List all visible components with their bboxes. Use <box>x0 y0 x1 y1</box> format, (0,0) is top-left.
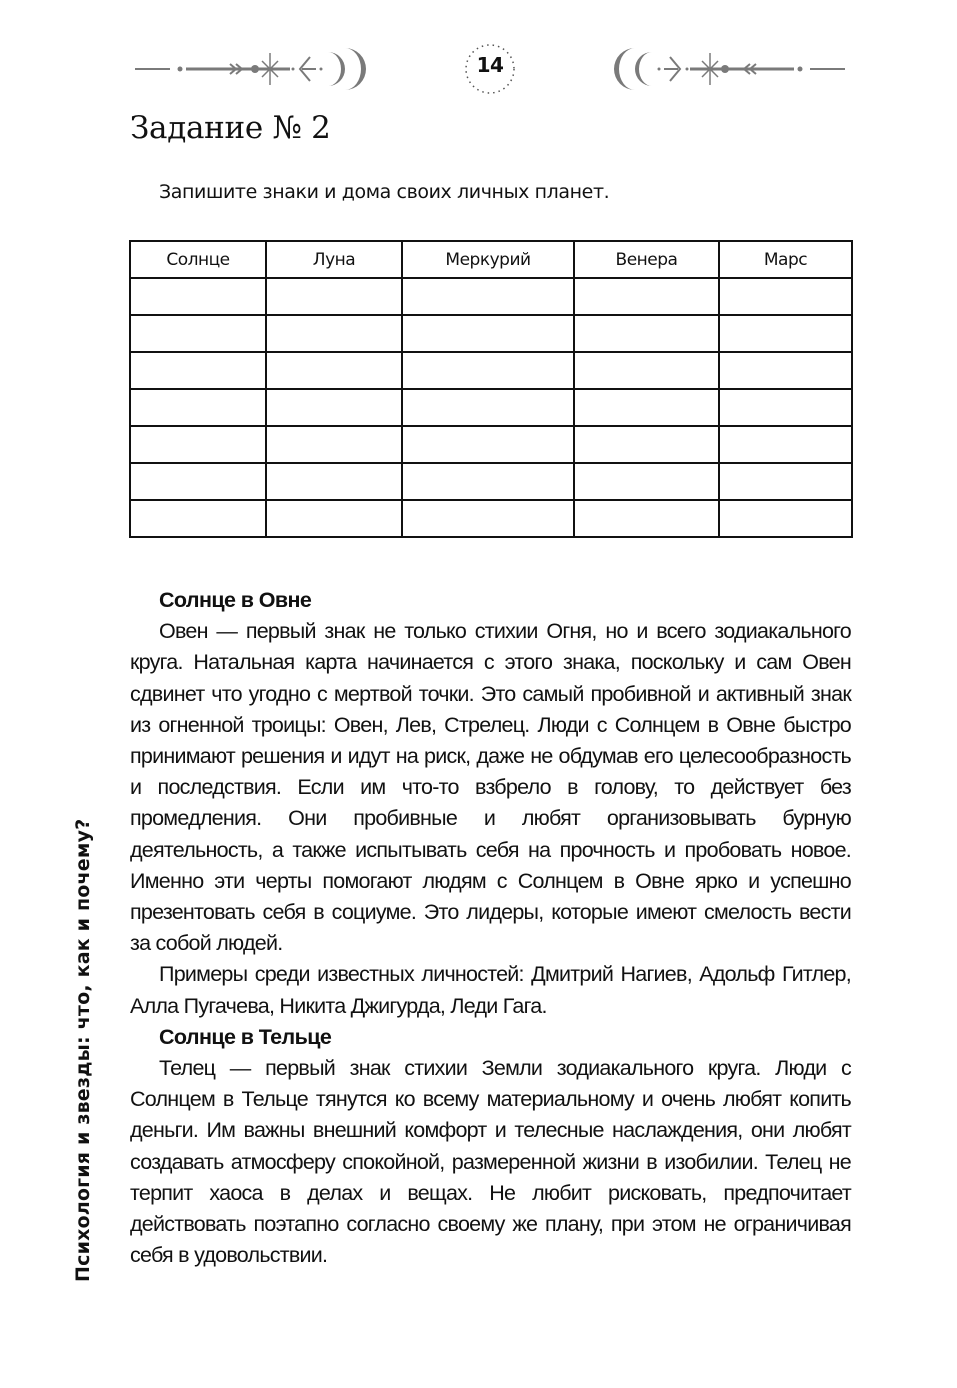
table-cell[interactable] <box>719 315 852 352</box>
table-cell[interactable] <box>266 278 402 315</box>
column-header-mercury: Меркурий <box>402 241 574 278</box>
table-cell[interactable] <box>719 500 852 537</box>
task-instruction: Запишите знаки и дома своих личных планет. <box>159 181 610 203</box>
table-cell[interactable] <box>402 278 574 315</box>
table-cell[interactable] <box>719 278 852 315</box>
table-cell[interactable] <box>574 278 719 315</box>
table-cell[interactable] <box>574 389 719 426</box>
table-cell[interactable] <box>719 463 852 500</box>
table-row <box>130 352 852 389</box>
table-row <box>130 426 852 463</box>
column-header-mars: Марс <box>719 241 852 278</box>
table-cell[interactable] <box>130 389 266 426</box>
table-cell[interactable] <box>719 352 852 389</box>
table-cell[interactable] <box>130 463 266 500</box>
table-cell[interactable] <box>266 463 402 500</box>
task-title: Задание № 2 <box>130 110 331 146</box>
table-cell[interactable] <box>266 315 402 352</box>
table-cell[interactable] <box>130 278 266 315</box>
table-cell[interactable] <box>402 389 574 426</box>
table-cell[interactable] <box>574 500 719 537</box>
table-cell[interactable] <box>402 426 574 463</box>
paragraph: Примеры среди известных личностей: Дмитрий Нагиев, Адольф Гитлер, Алла Пугачева, Никита Джигурда, Леди Гага. <box>130 962 851 1018</box>
table-cell[interactable] <box>574 463 719 500</box>
paragraph: Телец — первый знак стихии Земли зодиакального круга. Люди с Солнцем в Тельце тянутся ко всему материальному и очень любят копить деньги. Им важны внешний комфорт и телесные наслаждения, они любят создавать атмосферу спокойной, размеренной жизни в изобилии. Телец не терпит хаоса в делах и вещах. Не любит рисковать, предпочитает действовать поэтапно согласно своему же плану, при этом не ограничивая себя в удовольствии. <box>130 1056 851 1268</box>
table-cell[interactable] <box>266 352 402 389</box>
table-row <box>130 315 852 352</box>
table-row <box>130 463 852 500</box>
column-header-moon: Луна <box>266 241 402 278</box>
table-row <box>130 389 852 426</box>
table-cell[interactable] <box>130 352 266 389</box>
table-cell[interactable] <box>130 315 266 352</box>
planets-table <box>129 240 853 538</box>
table-cell[interactable] <box>130 426 266 463</box>
table-cell[interactable] <box>574 352 719 389</box>
table-cell[interactable] <box>402 463 574 500</box>
table-cell[interactable] <box>719 426 852 463</box>
table-cell[interactable] <box>266 500 402 537</box>
table-row <box>130 500 852 537</box>
section-heading-sun-in-aries: Солнце в Овне <box>159 588 312 612</box>
table-cell[interactable] <box>402 352 574 389</box>
table-cell[interactable] <box>266 389 402 426</box>
table-cell[interactable] <box>266 426 402 463</box>
table-cell[interactable] <box>130 500 266 537</box>
book-side-title: Психология и звезды: что, как и почему? <box>72 818 94 1282</box>
column-header-venus: Венера <box>574 241 719 278</box>
page-number: 14 <box>476 53 504 77</box>
table-cell[interactable] <box>402 500 574 537</box>
article-body <box>130 585 851 1271</box>
table-cell[interactable] <box>574 315 719 352</box>
table-row <box>130 278 852 315</box>
section-heading-sun-in-taurus: Солнце в Тельце <box>159 1024 332 1049</box>
column-header-sun: Солнце <box>130 241 266 278</box>
table-header-row <box>130 241 852 278</box>
table-cell[interactable] <box>402 315 574 352</box>
table-cell[interactable] <box>574 426 719 463</box>
paragraph: Овен — первый знак не только стихии Огня, но и всего зодиакального круга. Натальная карта начинается с этого знака, поскольку и сам Овен сдвинет что угодно с мертвой точки. Это самый пробивной и активный знак из огненной троицы: Овен, Лев, Стрелец. Люди с Солнцем в Овне быстро принимают решения и идут на риск, даже не обдумав его целесообразность и последствия. Если им что-то взбрело в голову, то действует без промедления. Они пробивные и любят организовывать бурную деятельность, а также испытывать себя на прочность и пробовать новое. Именно эти черты помогают людям с Солнцем в Овне ярко и успешно презентовать себя в социуме. Это лидеры, которые имеют смелость вести за собой людей. <box>130 619 851 956</box>
table-cell[interactable] <box>719 389 852 426</box>
